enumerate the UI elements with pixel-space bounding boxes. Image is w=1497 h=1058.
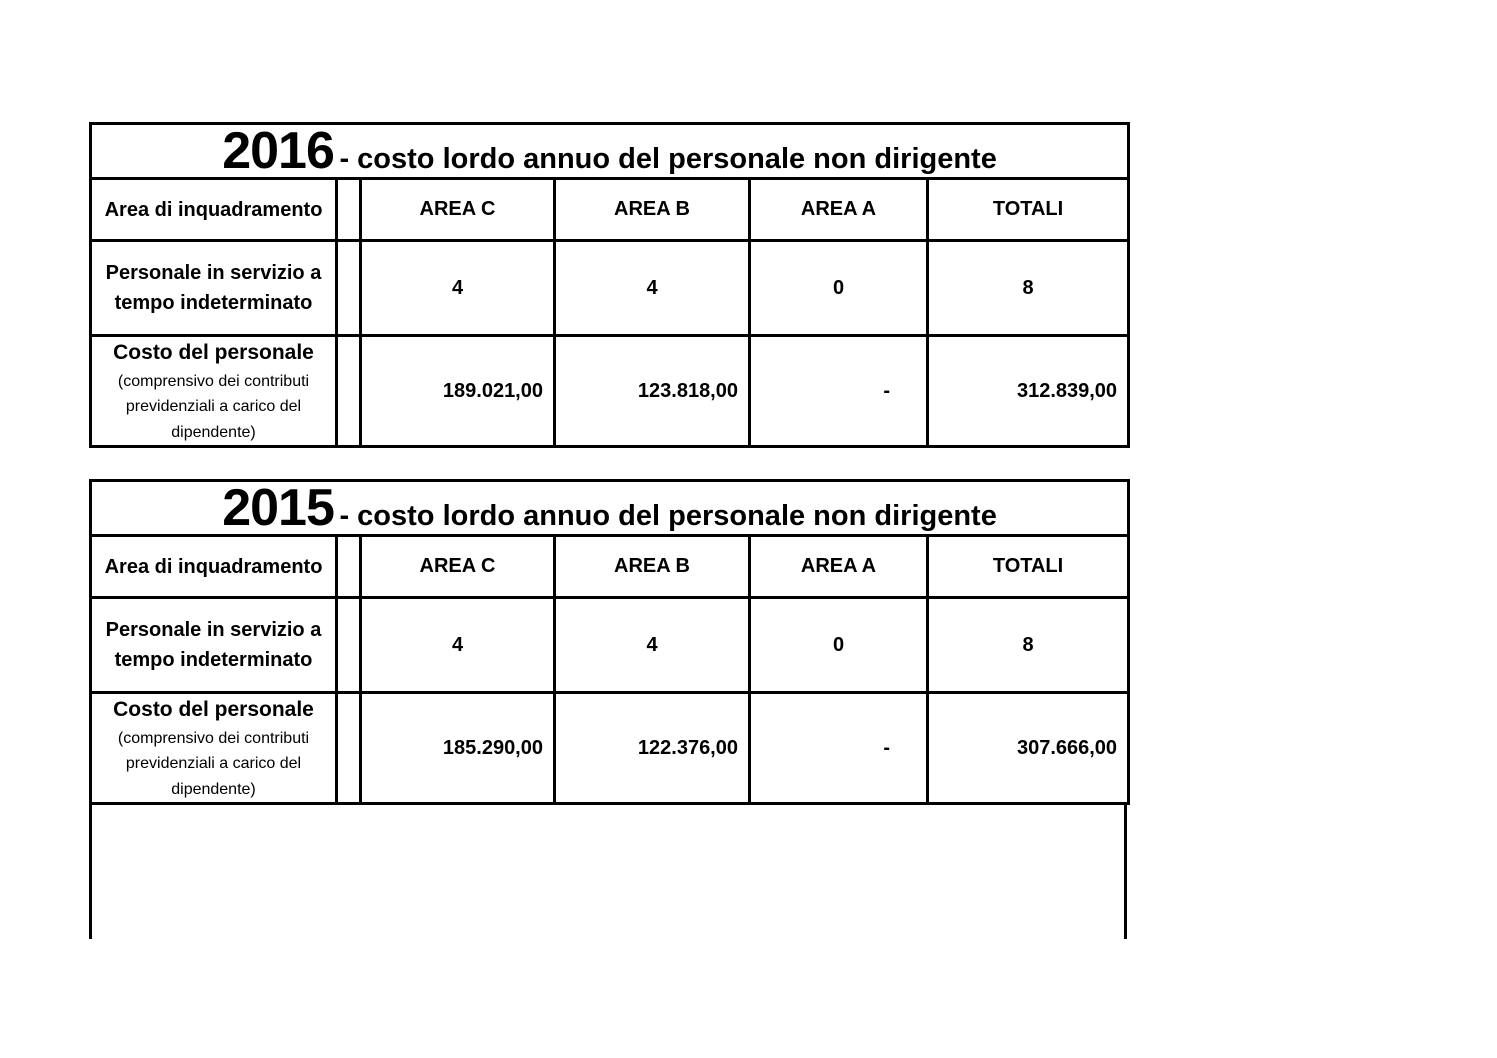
cost-value-area-c: 189.021,00 [361, 336, 555, 447]
cost-table-2016 [89, 122, 1130, 448]
column-header-area-a: AREA A [750, 536, 928, 598]
cost-row-sublabel: (comprensivo dei contributi previdenziali a carico del dipendente) [117, 729, 310, 798]
table-year: 2015 [222, 480, 334, 536]
cost-value-area-b: 122.376,00 [555, 693, 750, 804]
staff-value-area-b: 4 [555, 241, 750, 336]
cost-row-label-cell [91, 336, 337, 447]
column-header-area-a: AREA A [750, 179, 928, 241]
table-title [91, 124, 1129, 179]
staff-row [91, 598, 1129, 693]
cost-value-area-a: - [750, 693, 928, 804]
blank-continuation-box [89, 805, 1127, 939]
table-title-text: - costo lordo annuo del personale non dirigente [339, 143, 997, 175]
staff-value-area-b: 4 [555, 598, 750, 693]
spacer-cell [337, 336, 361, 447]
spacer-cell [337, 241, 361, 336]
staff-value-area-c: 4 [361, 598, 555, 693]
table-title [91, 481, 1129, 536]
header-row [91, 536, 1129, 598]
column-header-area-c: AREA C [361, 536, 555, 598]
spacer-cell [337, 693, 361, 804]
spacer-cell [337, 179, 361, 241]
cost-row [91, 693, 1129, 804]
spacer-cell [337, 598, 361, 693]
staff-value-totali: 8 [928, 598, 1129, 693]
cost-table-2015 [89, 479, 1130, 805]
staff-value-area-a: 0 [750, 598, 928, 693]
title-row [91, 481, 1129, 536]
table-year: 2016 [222, 123, 334, 179]
staff-row [91, 241, 1129, 336]
staff-row-label: Personale in servizio a tempo indeterminato [91, 598, 337, 693]
staff-value-area-c: 4 [361, 241, 555, 336]
column-header-area-b: AREA B [555, 179, 750, 241]
cost-value-area-b: 123.818,00 [555, 336, 750, 447]
cost-row [91, 336, 1129, 447]
cost-value-totali: 307.666,00 [928, 693, 1129, 804]
title-row [91, 124, 1129, 179]
column-header-area-c: AREA C [361, 179, 555, 241]
column-header-totali: TOTALI [928, 536, 1129, 598]
staff-value-totali: 8 [928, 241, 1129, 336]
column-header-totali: TOTALI [928, 179, 1129, 241]
cost-value-area-a: - [750, 336, 928, 447]
cost-row-label-cell [91, 693, 337, 804]
table-title-text: - costo lordo annuo del personale non dirigente [339, 500, 997, 532]
cost-row-label: Costo del personale [113, 341, 314, 364]
cost-value-area-c: 185.290,00 [361, 693, 555, 804]
header-label: Area di inquadramento [91, 536, 337, 598]
cost-row-sublabel: (comprensivo dei contributi previdenziali a carico del dipendente) [117, 372, 310, 441]
staff-row-label: Personale in servizio a tempo indeterminato [91, 241, 337, 336]
staff-value-area-a: 0 [750, 241, 928, 336]
header-label: Area di inquadramento [91, 179, 337, 241]
header-row [91, 179, 1129, 241]
cost-value-totali: 312.839,00 [928, 336, 1129, 447]
column-header-area-b: AREA B [555, 536, 750, 598]
cost-row-label: Costo del personale [113, 698, 314, 721]
spacer-cell [337, 536, 361, 598]
